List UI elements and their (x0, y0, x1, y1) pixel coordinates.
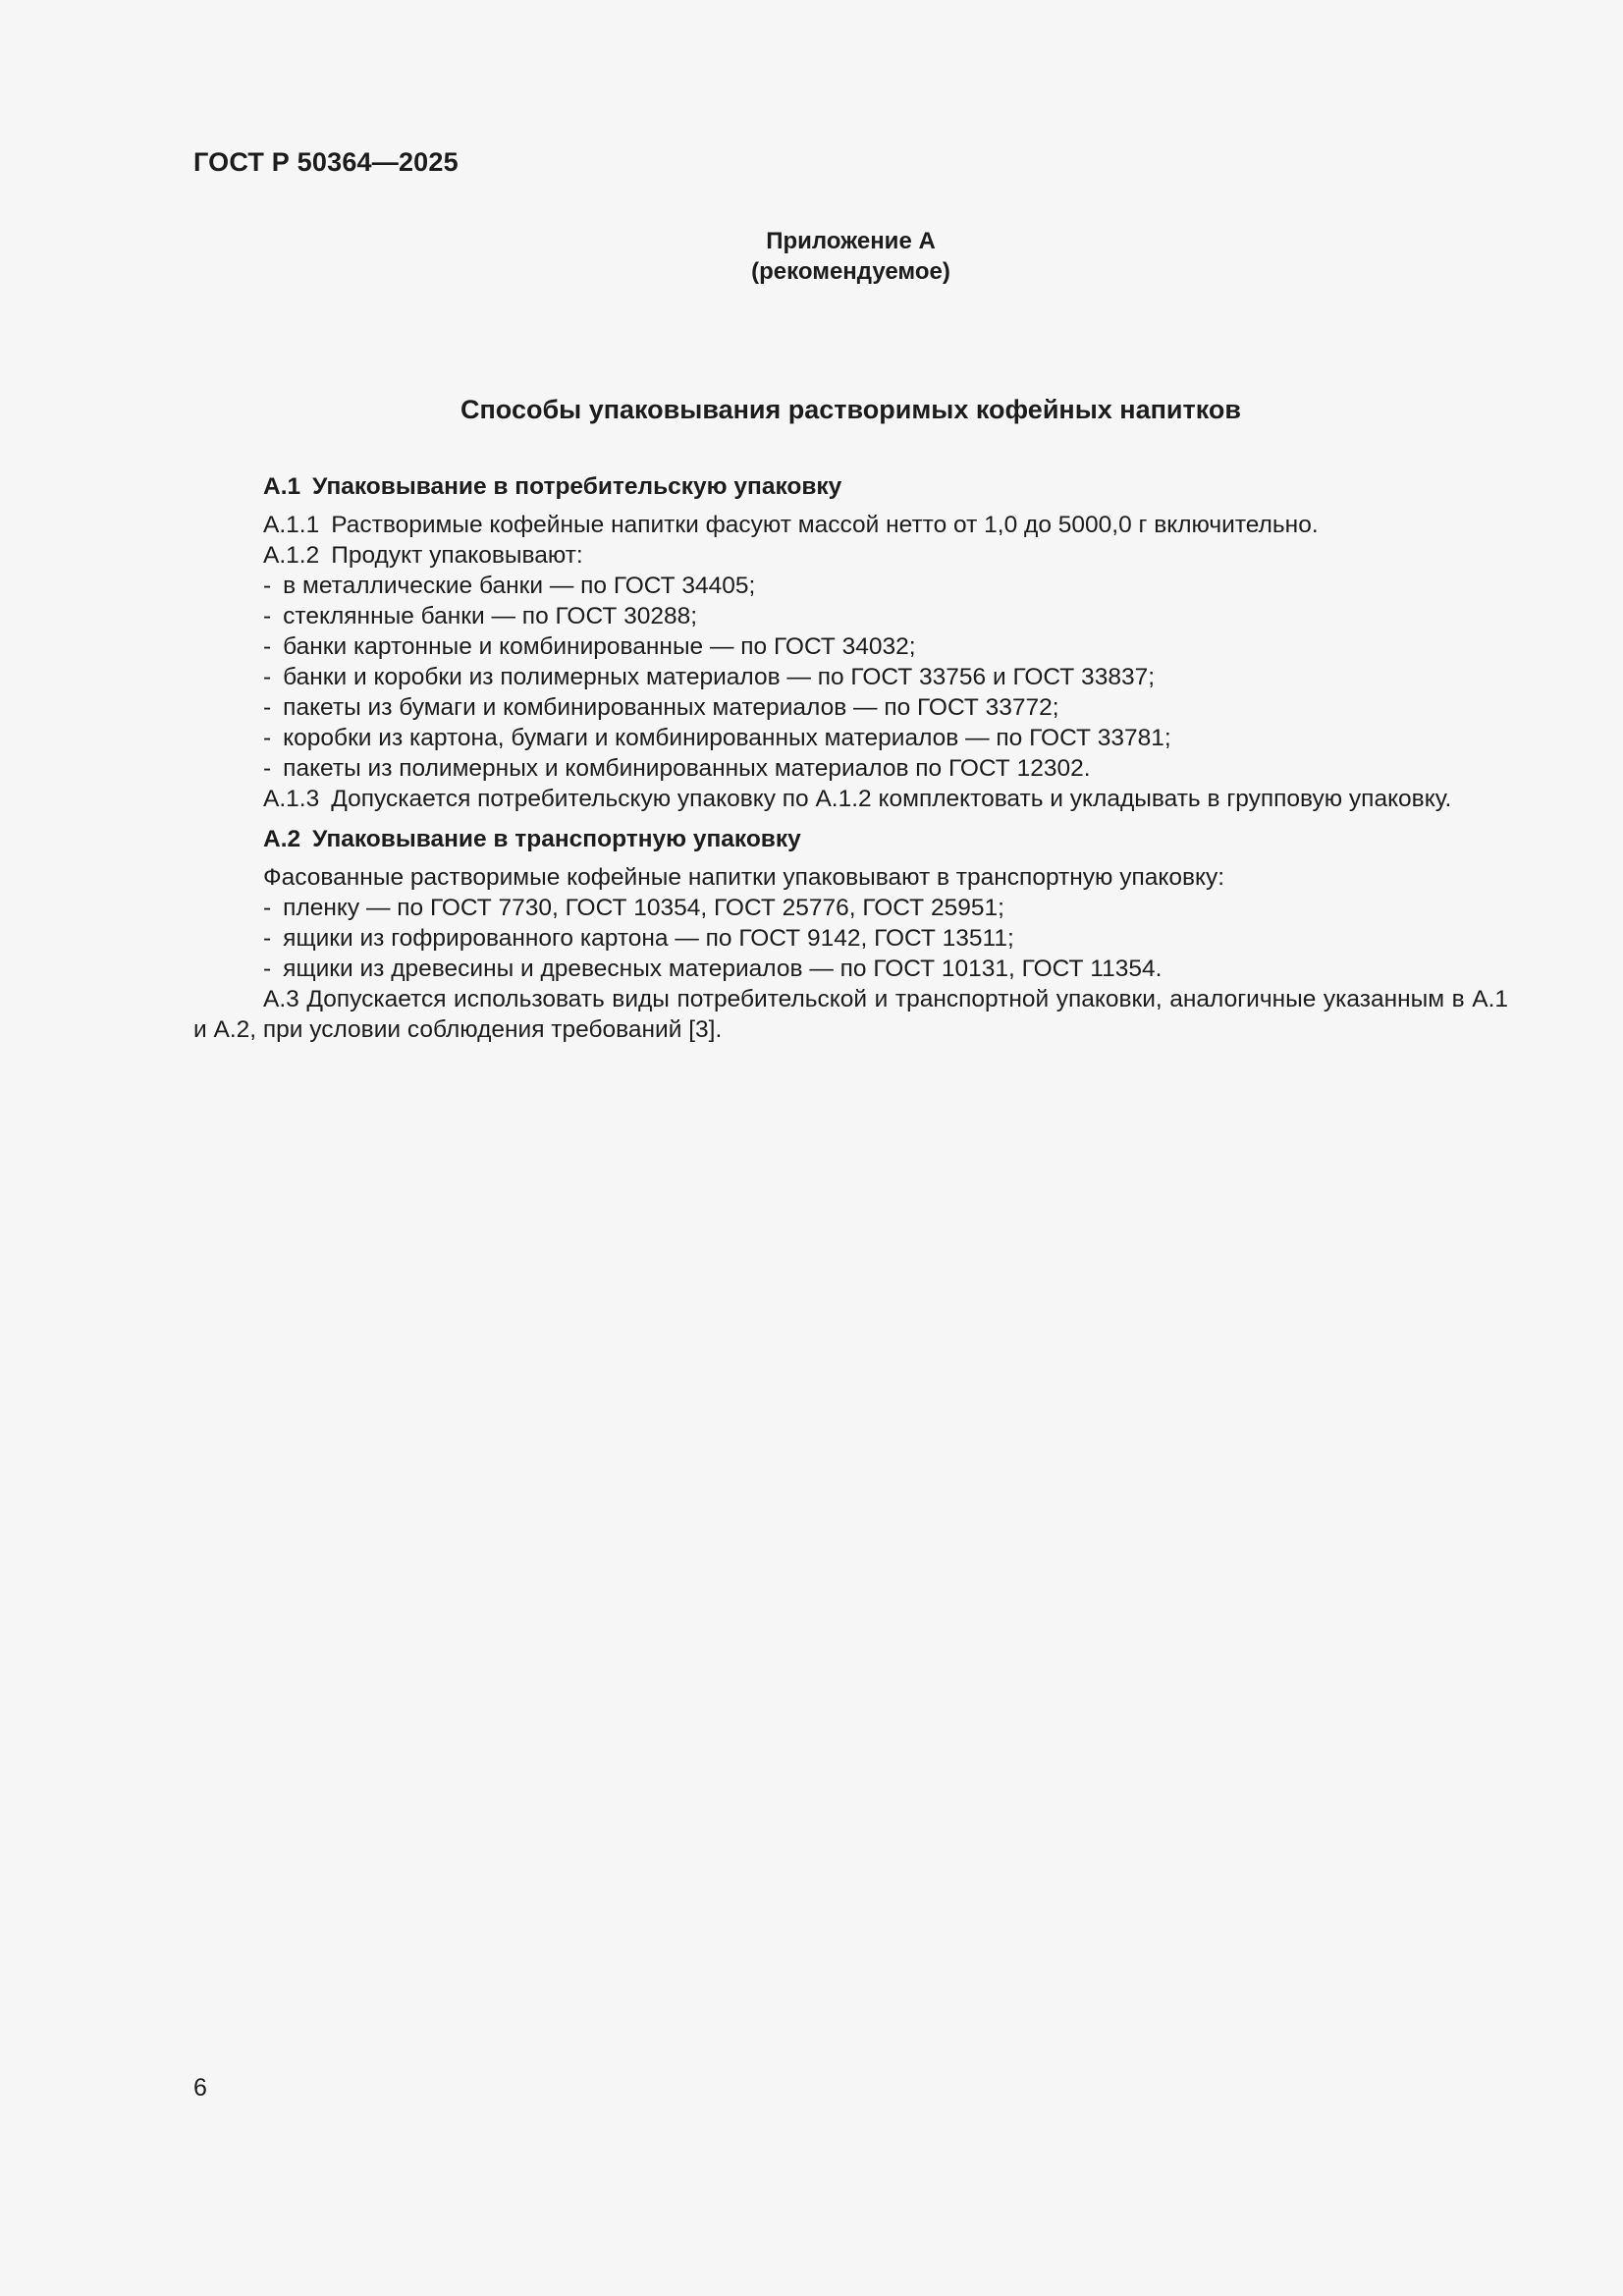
list-dash: - (263, 925, 272, 952)
list-item (193, 692, 1508, 723)
list-item-text: пакеты из полимерных и комбинированных материалов по ГОСТ 12302. (283, 755, 1091, 782)
clause-a1-1 (193, 510, 1508, 540)
list-dash: - (263, 664, 272, 690)
list-item (193, 662, 1508, 692)
list-dash: - (263, 956, 272, 982)
clause-text: Растворимые кофейные напитки фасуют массой нетто от 1,0 до 5000,0 г включительно. (331, 512, 1319, 538)
clause-number: А.1.2 (263, 542, 320, 569)
list-dash: - (263, 694, 272, 721)
page-number: 6 (193, 2074, 207, 2102)
subsection-number: А.1 (263, 473, 301, 500)
list-item (193, 723, 1508, 753)
document-code: ГОСТ Р 50364—2025 (193, 147, 459, 177)
subsection-title: Упаковывание в потребительскую упаковку (312, 473, 842, 500)
list-dash: - (263, 895, 272, 921)
list-dash: - (263, 725, 272, 751)
list-item-text: коробки из картона, бумаги и комбинированных материалов — по ГОСТ 33781; (283, 725, 1171, 751)
list-dash: - (263, 633, 272, 660)
clause-text: Допускается потребительскую упаковку по А.1.2 комплектовать и укладывать в групповую упаковку. (331, 786, 1452, 812)
clause-number: А.3 (263, 986, 299, 1012)
list-item-text: пакеты из бумаги и комбинированных материалов — по ГОСТ 33772; (283, 694, 1059, 721)
subsection-heading-a2 (193, 824, 1508, 854)
document-body (193, 471, 1508, 1045)
list-item (193, 954, 1508, 984)
list-item (193, 601, 1508, 631)
list-item-text: ящики из гофрированного картона — по ГОСТ 9142, ГОСТ 13511; (283, 925, 1014, 952)
list-item-text: банки и коробки из полимерных материалов — по ГОСТ 33756 и ГОСТ 33837; (283, 664, 1155, 690)
list-item (193, 893, 1508, 923)
list-dash: - (263, 573, 272, 599)
list-item-text: банки картонные и комбинированные — по ГОСТ 34032; (283, 633, 916, 660)
list-item-text: стеклянные банки — по ГОСТ 30288; (283, 603, 698, 629)
clause-a2-intro: Фасованные растворимые кофейные напитки упаковывают в транспортную упаковку: (263, 864, 1225, 891)
annex-title: Приложение А (766, 228, 936, 254)
subsection-number: А.2 (263, 826, 301, 852)
subsection-heading-a1 (193, 471, 1508, 502)
annex-status: (рекомендуемое) (751, 258, 950, 285)
clause-text: Допускается использовать виды потребительской и транспортной упаковки, аналогичные указанным в А.1 и А.2, при условии соблюдения требований [3]. (193, 986, 1508, 1043)
list-item (193, 753, 1508, 784)
list-item (193, 571, 1508, 601)
list-item-text: ящики из древесины и древесных материалов — по ГОСТ 10131, ГОСТ 11354. (283, 956, 1163, 982)
section-title: Способы упаковывания растворимых кофейных напитков (460, 395, 1241, 424)
list-dash: - (263, 755, 272, 782)
clause-number: А.1.1 (263, 512, 320, 538)
list-dash: - (263, 603, 272, 629)
list-item-text: в металлические банки — по ГОСТ 34405; (283, 573, 756, 599)
list-item (193, 631, 1508, 662)
subsection-title: Упаковывание в транспортную упаковку (312, 826, 801, 852)
list-item (193, 923, 1508, 954)
clause-number: А.1.3 (263, 786, 320, 812)
clause-a3 (193, 984, 1508, 1045)
clause-text: Продукт упаковывают: (331, 542, 583, 569)
clause-a1-2 (193, 540, 1508, 571)
clause-a1-3 (193, 784, 1508, 814)
list-item-text: пленку — по ГОСТ 7730, ГОСТ 10354, ГОСТ 25776, ГОСТ 25951; (283, 895, 1004, 921)
